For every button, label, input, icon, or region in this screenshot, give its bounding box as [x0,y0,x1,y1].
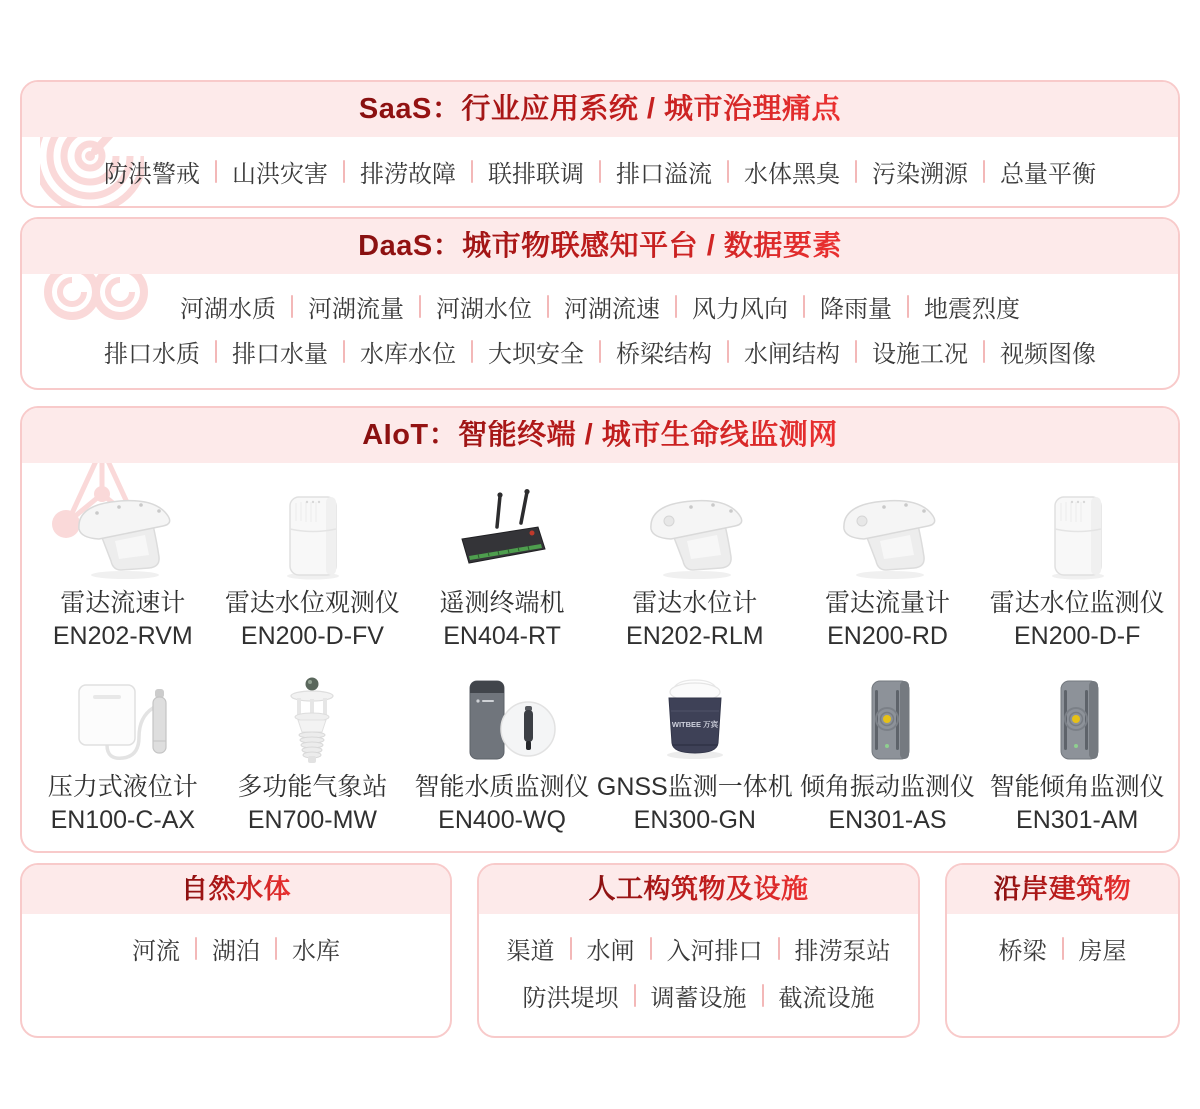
aiot-devices [22,463,1178,851]
daas-item: 降雨量 [820,296,892,323]
device-model: EN200-RD [827,622,948,650]
artificial-structures-items [479,914,918,1013]
artificial-structures-header [479,865,918,914]
device-model: EN202-RLM [626,622,764,650]
daas-item: 排口水量 [232,341,328,368]
daas-item: 地震烈度 [924,296,1020,323]
coastal-buildings-items [947,914,1178,966]
weather-station-icon [218,673,408,765]
daas-item: 设施工况 [872,341,968,368]
saas-items [22,137,1178,206]
white-box-sensor-icon [218,489,408,581]
artificial-structures-item-row-1 [485,931,912,966]
device-model: EN200-D-FV [240,622,384,650]
daas-item: 大坝安全 [488,341,584,368]
device-grid [28,489,1172,837]
radar-flow-sensor-icon [793,489,983,581]
device-card [793,489,983,653]
device-model: EN404-RT [443,622,561,650]
device-name: 智能水质监测仪 [414,773,590,801]
device-name: 雷达水位监测仪 [989,589,1165,617]
artificial-structures-title [589,875,809,903]
device-brand-label: WITBEE 万宾 [671,720,718,729]
daas-item-row-2 [22,329,1178,374]
device-name: 智能倾角监测仪 [989,773,1165,801]
natural-water-items [22,914,450,966]
device-card [407,673,597,837]
coastal-buildings-title [994,875,1132,903]
saas-item: 总量平衡 [1000,161,1096,188]
device-card [218,489,408,653]
natural-water-header [22,865,450,914]
saas-title [359,94,841,124]
device-name: 压力式液位计 [47,773,198,801]
bottom-row [20,863,1180,1038]
saas-card [20,80,1180,208]
bottom-item: 调蓄设施 [650,985,747,1012]
coastal-buildings-card [945,863,1180,1038]
gnss-monitor-icon [597,673,793,765]
device-name: 雷达流量计 [825,589,951,617]
daas-title [358,231,842,261]
daas-item: 河湖流速 [564,296,660,323]
device-model: EN301-AM [1016,806,1139,834]
daas-item: 风力风向 [692,296,788,323]
device-card [597,673,793,837]
saas-title-prefix: SaaS： [358,93,462,125]
daas-item: 排口水质 [104,341,200,368]
tilt-vibration-sensor-icon [793,673,983,765]
daas-item: 河湖水质 [180,296,276,323]
device-model: EN300-GN [633,806,756,834]
bottom-item: 房屋 [1078,938,1127,965]
daas-card [20,217,1180,390]
telemetry-router-icon [407,489,597,581]
aiot-title-prefix: AIoT： [362,419,459,451]
bottom-item: 桥梁 [998,938,1047,965]
saas-item: 污染溯源 [872,161,968,188]
daas-item: 视频图像 [1000,341,1096,368]
bottom-item: 渠道 [506,938,555,965]
device-card [28,673,218,837]
daas-item: 水库水位 [360,341,456,368]
device-name: 遥测终端机 [439,589,565,617]
device-card [218,673,408,837]
saas-item: 防洪警戒 [104,161,200,188]
natural-water-card [20,863,452,1038]
device-name: GNSS监测一体机 [596,773,793,801]
device-model: EN301-AS [828,806,947,834]
device-card [597,489,793,653]
device-model: EN100-C-AX [50,806,196,834]
device-card [982,673,1172,837]
saas-item: 山洪灾害 [232,161,328,188]
artificial-structures-title-text: 人工构筑物及设施 [588,874,809,904]
bottom-item: 河流 [132,938,180,965]
aiot-title [362,420,838,450]
device-name: 雷达流速计 [60,589,186,617]
coastal-buildings-item-row [953,931,1172,966]
natural-water-title [181,875,291,903]
saas-item: 联排联调 [488,161,584,188]
radar-velocity-sensor-icon [28,489,218,581]
bottom-item: 入河排口 [666,938,763,965]
bottom-item: 截流设施 [778,985,875,1012]
device-model: EN200-D-F [1013,622,1141,650]
coastal-buildings-title-text: 沿岸建筑物 [993,874,1132,904]
device-name: 多功能气象站 [237,773,388,801]
device-card [982,489,1172,653]
daas-item-row-1 [22,284,1178,329]
bottom-item: 防洪堤坝 [522,985,619,1012]
pressure-level-gauge-icon [28,673,218,765]
device-model: EN202-RVM [52,622,193,650]
daas-items [22,274,1178,388]
natural-water-item-row [28,931,444,966]
tilt-sensor-icon [982,673,1172,765]
daas-header [22,219,1178,274]
aiot-card [20,406,1180,853]
daas-item: 水闸结构 [744,341,840,368]
bottom-item: 水闸 [586,938,635,965]
device-model: EN700-MW [247,806,378,834]
artificial-structures-item-row-2 [485,978,912,1013]
daas-item: 河湖流量 [308,296,404,323]
saas-header [22,82,1178,137]
daas-item: 桥梁结构 [616,341,712,368]
white-box-sensor-icon [982,489,1172,581]
device-model: EN400-WQ [438,806,566,834]
saas-item: 排口溢流 [616,161,712,188]
bottom-item: 排涝泵站 [794,938,891,965]
device-name: 雷达水位计 [632,589,758,617]
saas-item-row [89,154,1111,189]
saas-item: 排涝故障 [360,161,456,188]
device-name: 雷达水位观测仪 [224,589,400,617]
daas-title-prefix: DaaS： [358,230,463,262]
saas-item: 水体黑臭 [744,161,840,188]
device-card [28,489,218,653]
device-card [793,673,983,837]
coastal-buildings-header [947,865,1178,914]
bottom-item: 湖泊 [212,938,260,965]
bottom-item: 水库 [292,938,340,965]
aiot-title-text: 智能终端 / 城市生命线监测网 [458,419,838,451]
device-name: 倾角振动监测仪 [800,773,976,801]
saas-title-text: 行业应用系统 / 城市治理痛点 [461,93,842,125]
daas-title-text: 城市物联感知平台 / 数据要素 [462,230,842,262]
artificial-structures-card [477,863,920,1038]
radar-level-sensor-icon [597,489,793,581]
water-quality-monitor-icon [407,673,597,765]
natural-water-title-text: 自然水体 [181,874,291,904]
device-card [407,489,597,653]
aiot-header [22,408,1178,463]
daas-item: 河湖水位 [436,296,532,323]
